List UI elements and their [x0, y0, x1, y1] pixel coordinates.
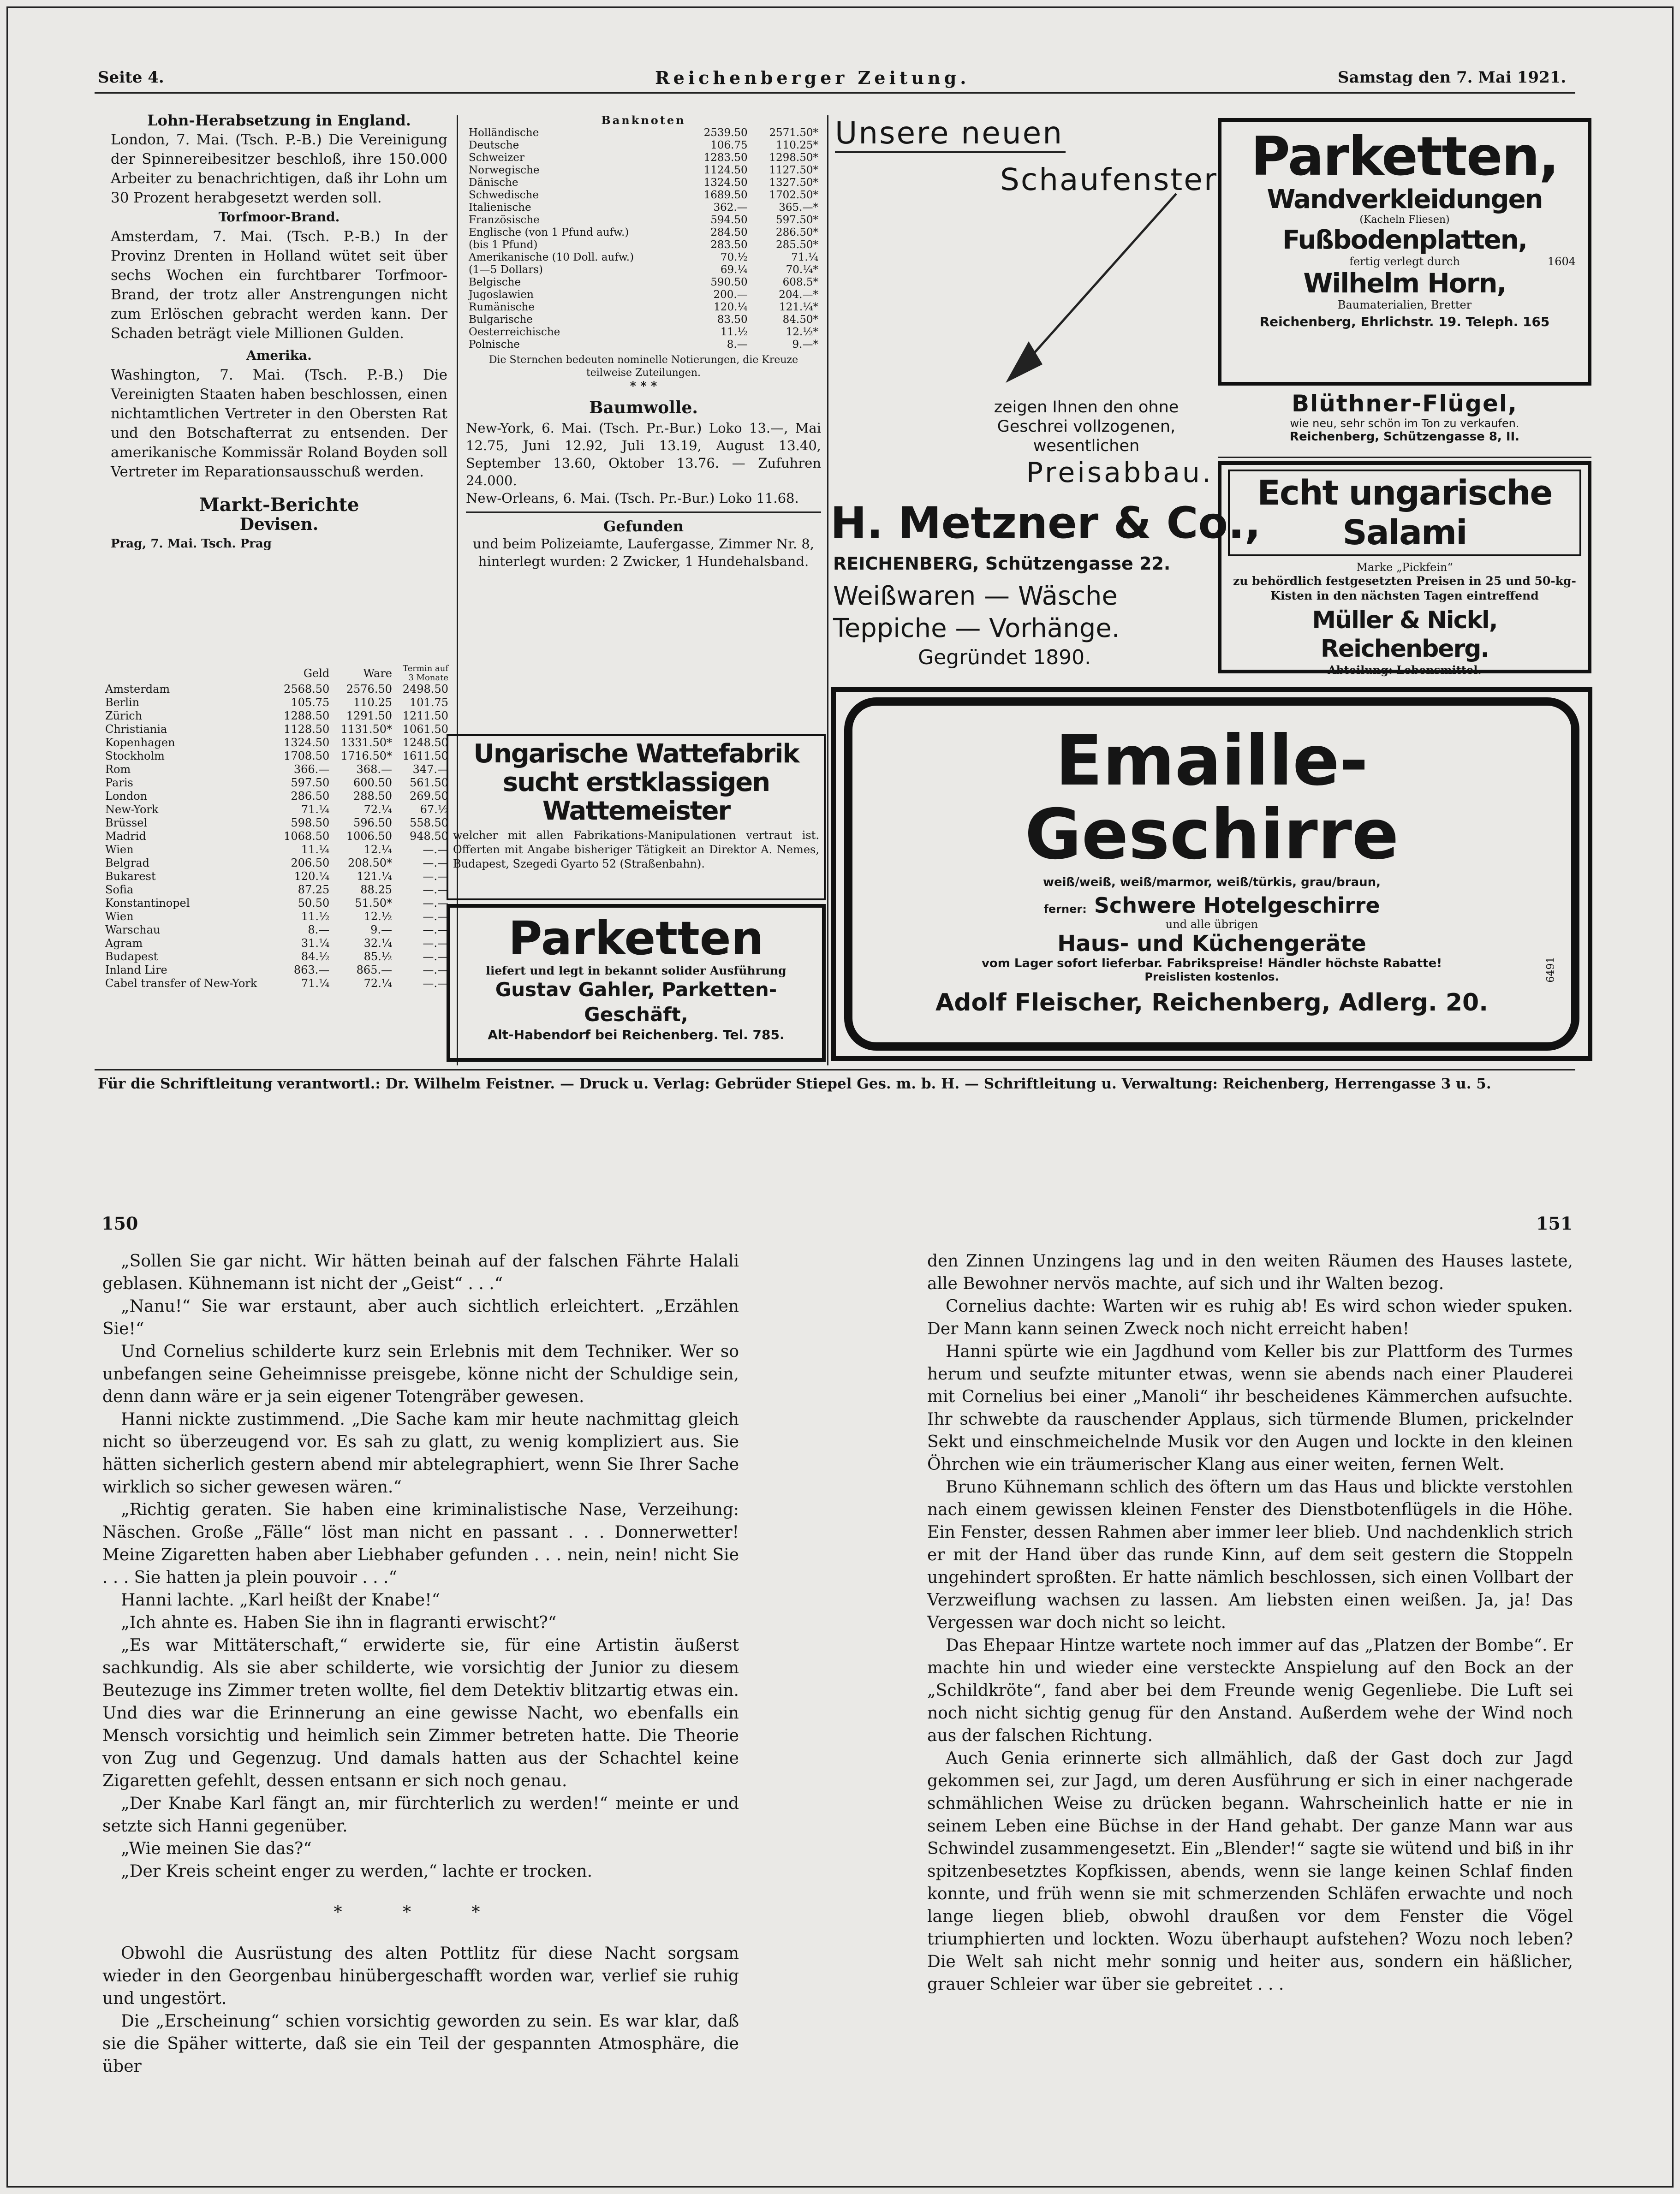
headline-lohn: Lohn-Herabsetzung in England. — [147, 112, 411, 129]
rate-value: —.— — [423, 883, 448, 896]
ad-wattefabrik — [447, 734, 826, 900]
rate-value: 865.— — [356, 963, 392, 976]
metzner-firm: H. Metzner & Co., — [830, 498, 1261, 548]
banknote-name: Deutsche — [469, 139, 519, 151]
emaille-uebrigen: und alle übrigen — [1165, 918, 1258, 931]
banknote-value: 1283.50 — [703, 152, 748, 164]
devisen-row — [102, 830, 451, 843]
gahler-title: Parketten — [508, 911, 764, 965]
rate-value: —.— — [423, 910, 448, 923]
rate-value: 1288.50 — [284, 709, 330, 722]
book-scene-break: * * * — [334, 1903, 508, 1922]
emaille-colors: weiß/weiß, weiß/marmor, weiß/türkis, grau/braun, — [1043, 875, 1381, 889]
rate-value: 121.¼ — [357, 870, 392, 883]
rate-value: 269.50 — [410, 790, 448, 803]
rate-value: 32.¼ — [363, 937, 392, 950]
article-torfmoor: Amsterdam, 7. Mai. (Tsch. P.-B.) In der Provinz Drenten in Holland wütet seit über sechs Wochen ein furchtbarer Torfmoor-Brand, der trotz aller Anstrengungen nicht zum Erlöschen gebracht werden kann. Der Schaden beträgt viele Millionen Gulden. — [111, 228, 447, 342]
salami-title: Echt ungarische Salami — [1228, 470, 1581, 556]
book-paragraph: den Zinnen Unzingens lag und in den weiten Räumen des Hauses lastete, alle Bewohner nervös machte, auf sich und ihr Walten bezog. — [927, 1252, 1573, 1293]
rate-value: 1128.50 — [284, 723, 330, 736]
currency-name: Berlin — [105, 696, 140, 709]
devisen-table — [102, 664, 451, 990]
currency-name: Stockholm — [105, 749, 165, 762]
book-paragraph: „Der Knabe Karl fängt an, mir fürchterlich zu werden!“ meinte er und setzte sich Hanni gegenüber. — [102, 1794, 739, 1836]
rate-value: 1708.50 — [284, 749, 330, 762]
banknote-name: Schweizer — [469, 152, 524, 164]
rate-value: 12.½ — [363, 910, 392, 923]
emaille-ferner: ferner: — [1043, 903, 1087, 916]
banknote-value: 1327.50* — [769, 177, 818, 189]
rate-value: 1291.50 — [346, 709, 392, 722]
rate-value: 67.½ — [420, 803, 448, 816]
metzner-goods-1: Weißwaren — Wäsche — [833, 581, 1118, 611]
banknote-value: 1324.50 — [703, 177, 748, 189]
salami-firm: Müller & Nickl, Reichenberg. — [1312, 606, 1497, 663]
currency-name: Paris — [105, 776, 133, 789]
gefunden-text: und beim Polizeiamte, Laufergasse, Zimmer Nr. 8, hinterlegt wurden: 2 Zwicker, 1 Hundehalsband. — [473, 536, 814, 569]
heading-gefunden: Gefunden — [603, 517, 684, 535]
banknoten-row — [466, 251, 821, 264]
rate-value: 105.75 — [291, 696, 330, 709]
banknote-value: 120.¼ — [714, 301, 748, 313]
devisen-row — [102, 856, 451, 870]
book-page-number-right: 151 — [1536, 1213, 1573, 1234]
banknoten-row — [466, 164, 821, 177]
banknote-name: Jugoslawien — [469, 289, 534, 301]
devisen-col-blank — [102, 664, 276, 683]
banknoten-row — [466, 152, 821, 164]
horn-firm: Wilhelm Horn, — [1303, 268, 1506, 299]
banknote-value: 1127.50* — [769, 164, 818, 176]
currency-name: Rom — [105, 763, 131, 776]
emaille-firm: Adolf Fleischer, Reichenberg, Adlerg. 20. — [935, 989, 1488, 1017]
book-paragraph: Bruno Kühnemann schlich des öftern um das Haus und blickte verstohlen nach einem gewissen kleinen Fenster des Dienstbotenflügels in die Höhe. Ein Fenster, dessen Rahmen aber immer leer blieb. Und nachdenklich strich er mit der Hand über das runde Kinn, auf dem seit gestern die Stoppeln ungehindert sproßten. Er hatte nämlich beschlossen, sich einen Vollbart der Verzweiflung wachsen zu lassen. Am liebsten einen weißen. Ja, ja! Das Vergessen war doch nicht so leicht. — [927, 1478, 1573, 1632]
rate-value: 1611.50 — [402, 749, 448, 762]
currency-name: Amsterdam — [105, 683, 170, 696]
banknoten-row — [466, 139, 821, 152]
banknote-value: 70.½ — [720, 251, 748, 263]
rate-value: —.— — [423, 923, 448, 936]
rate-value: —.— — [423, 856, 448, 869]
horn-baumaterialien: Baumaterialien, Bretter — [1337, 298, 1472, 311]
banknote-value: 84.50* — [782, 314, 818, 326]
devisen-row — [102, 803, 451, 816]
currency-name: Kopenhagen — [105, 736, 175, 749]
banknote-value: 106.75 — [710, 139, 748, 151]
horn-ad-number: 1604 — [1547, 255, 1576, 268]
currency-name: Zürich — [105, 709, 143, 722]
rate-value: 8.— — [308, 923, 330, 936]
banknote-value: 2571.50* — [769, 127, 818, 139]
banknote-value: 597.50* — [776, 214, 818, 226]
emaille-ad-number: 6491 — [1545, 957, 1557, 983]
devisen-row — [102, 883, 451, 897]
book-paragraph: Cornelius dachte: Warten wir es ruhig ab! Es wird schon wieder spuken. Der Mann kann seinen Zweck noch nicht erreicht haben! — [927, 1297, 1573, 1338]
book-paragraph: Obwohl die Ausrüstung des alten Pottlitz für diese Nacht sorgsam wieder in den Georgenbau hinübergeschafft worden war, verlief sie ruhig und ungestört. — [102, 1944, 739, 2008]
banknote-name: Französische — [469, 214, 540, 226]
horn-kacheln: (Kacheln Fliesen) — [1359, 214, 1450, 226]
rate-value: 71.¼ — [301, 977, 330, 990]
banknote-value: 594.50 — [710, 214, 748, 226]
baumwolle-neworleans: New-Orleans, 6. Mai. (Tsch. Pr.-Bur.) Loko 11.68. — [466, 490, 799, 506]
devisen-row — [102, 963, 451, 977]
rate-value: 1006.50 — [346, 830, 392, 843]
gahler-text: liefert und legt in bekannt solider Ausführung — [486, 964, 786, 977]
banknote-value: 1124.50 — [703, 164, 748, 176]
bluethner-line-2: Reichenberg, Schützengasse 8, II. — [1289, 430, 1520, 444]
baumwolle-newyork: New-York, 6. Mai. (Tsch. Pr.-Bur.) Loko 13.—, Mai 12.75, Juni 12.92, Juli 13.19, August 13.40, September 13.60, Oktober 13.76. — Zufuhren 24.000. — [466, 420, 821, 488]
rate-value: 2568.50 — [284, 683, 330, 696]
rate-value: 1716.50* — [340, 749, 392, 762]
headline-torfmoor: Torfmoor-Brand. — [218, 209, 340, 225]
ad-gahler-parketten — [447, 904, 826, 1062]
banknoten-table — [466, 127, 821, 351]
book-paragraph: „Richtig geraten. Sie haben eine kriminalistische Nase, Verzeihung: Näschen. Große „Fälle“ löst man nicht en passant . . . Donnerwetter! Meine Zigaretten haben aber Liebhaber gefunden . . . nein, nein! nicht Sie . . . Sie hatten ja plein pouvoir . . .“ — [102, 1500, 739, 1587]
banknoten-row — [466, 226, 821, 239]
rate-value: 11.½ — [301, 910, 330, 923]
devisen-col-termin: Termin auf 3 Monate — [403, 664, 448, 683]
rate-value: 597.50 — [291, 776, 330, 789]
ad-salami — [1218, 461, 1591, 677]
rate-value: 72.¼ — [363, 803, 392, 816]
currency-name: Inland Lire — [105, 963, 167, 976]
salami-marke: Marke „Pickfein“ — [1356, 561, 1453, 574]
rate-value: —.— — [423, 897, 448, 910]
book-paragraph: „Sollen Sie gar nicht. Wir hätten beinah auf der falschen Fährte Halali geblasen. Kühnemann ist nicht der „Geist“ . . .“ — [102, 1252, 739, 1293]
banknote-value: 2539.50 — [703, 127, 748, 139]
rate-value: 863.— — [293, 963, 330, 976]
currency-name: Brüssel — [105, 816, 148, 829]
rate-value: —.— — [423, 950, 448, 963]
book-paragraph: Auch Genia erinnerte sich allmählich, daß der Gast doch zur Jagd gekommen sei, zur Jagd, um deren Ausführung er sich in einer nachgerade schmählichen Weise zu drücken begann. Wahrscheinlich hatte er nie in seinem Leben eine Büchse in der Hand gehabt. Der ganze Mann war aus Schwindel zusammengesetzt. Ein „Blender!“ sagte sie wütend und biß in ihr spitzenbesetztes Kopfkissen, abends, wenn sie lange keinen Schlaf finden konnte, und früh wenn sie mit schmerzenden Schläfen erwachte und noch lange liegen blieb, obwohl draußen vor dem Fenster die Vögel triumphierten und lockten. Wozu überhaupt aufstehen? Wozu noch leben? Die Welt sah nicht mehr sonnig und heiter aus, sondern ein häßlicher, grauer Schleier war über sie gebreitet . . . — [927, 1749, 1573, 1994]
emaille-preislisten: Preislisten kostenlos. — [1144, 970, 1279, 983]
currency-name: Wien — [105, 910, 134, 923]
devisen-row — [102, 723, 451, 736]
book-paragraph: „Nanu!“ Sie war erstaunt, aber auch sichtlich erleichtert. „Erzählen Sie!“ — [102, 1297, 739, 1338]
rate-value: 9.— — [370, 923, 392, 936]
rate-value: 71.¼ — [301, 803, 330, 816]
book-paragraph: „Der Kreis scheint enger zu werden,“ lachte er trocken. — [121, 1862, 593, 1881]
book-paragraph: „Wie meinen Sie das?“ — [121, 1839, 312, 1858]
metzner-text: zeigen Ihnen den ohne Geschrei vollzogenen, wesentlichen — [994, 398, 1179, 455]
banknote-name: Dänische — [469, 177, 518, 189]
emaille-lager: vom Lager sofort lieferbar. Fabrikspreise! Händler höchste Rabatte! — [981, 957, 1442, 970]
banknote-value: 200.— — [713, 289, 748, 301]
metzner-title-2: Schaufenster — [1000, 162, 1218, 197]
horn-verlegt-text: fertig verlegt durch — [1349, 255, 1460, 268]
devisen-row — [102, 910, 451, 923]
metzner-since: Gegründet 1890. — [918, 646, 1091, 669]
currency-name: Budapest — [105, 950, 158, 963]
banknoten-row — [466, 289, 821, 301]
book-paragraph: Und Cornelius schilderte kurz sein Erlebnis mit dem Techniker. Wer so unbefangen seine Geheimnisse preisgebe, könne nicht der Schuldige sein, denn dann wäre er ja sein eigener Totengräber gewesen. — [102, 1342, 739, 1406]
banknoten-row — [466, 314, 821, 326]
horn-fussbodenplatten: Fußbodenplatten, — [1282, 225, 1527, 255]
banknote-value: 1298.50* — [769, 152, 818, 164]
rate-value: 288.50 — [353, 790, 392, 803]
rate-value: —.— — [423, 870, 448, 883]
metzner-title: Unsere neuen — [835, 115, 1064, 151]
banknote-value: 608.5* — [782, 276, 818, 288]
footer-rule — [95, 1069, 1575, 1070]
banknoten-row — [466, 202, 821, 214]
banknoten-note: Die Sternchen bedeuten nominelle Notierungen, die Kreuze teilweise Zuteilungen. — [489, 354, 798, 379]
devisen-row — [102, 709, 451, 723]
metzner-address: REICHENBERG, Schützengasse 22. — [833, 553, 1171, 574]
rate-value: 286.50 — [291, 790, 330, 803]
rate-value: 368.— — [356, 763, 392, 776]
horn-verlegt — [1229, 255, 1580, 268]
rate-value: 31.¼ — [301, 937, 330, 950]
rate-value: 84.½ — [301, 950, 330, 963]
banknoten-row — [466, 214, 821, 226]
book-paragraph: Hanni lachte. „Karl heißt der Knabe!“ — [121, 1591, 441, 1610]
devisen-row — [102, 870, 451, 883]
banknote-value: 11.½ — [720, 326, 748, 338]
rate-value: 110.25 — [353, 696, 392, 709]
wattefabrik-title: Ungarische Wattefabrik sucht erstklassigen Wattemeister — [473, 739, 799, 826]
banknote-value: 204.—* — [779, 289, 818, 301]
arrow-head-icon — [1006, 341, 1043, 383]
banknote-value: 1702.50* — [769, 189, 818, 201]
currency-name: Belgrad — [105, 856, 150, 869]
devisen-row — [102, 923, 451, 937]
rate-value: —.— — [423, 963, 448, 976]
banknoten-row — [466, 239, 821, 251]
article-amerika: Washington, 7. Mai. (Tsch. P.-B.) Die Vereinigten Staaten haben beschlossen, einen nichtamtlichen Vertreter in den Obersten Rat und den Botschafterrat zu entsenden. Der amerikanische Kommissär Roland Boyden soll Vertreter im Reparationsausschuß werden. — [111, 367, 447, 480]
metzner-rule — [835, 151, 1066, 153]
rate-value: 72.¼ — [363, 977, 392, 990]
currency-name: Madrid — [105, 830, 146, 843]
devisen-row — [102, 937, 451, 950]
banknote-value: 83.50 — [717, 314, 748, 326]
currency-name: New-York — [105, 803, 159, 816]
banknote-value: 8.— — [727, 339, 748, 351]
currency-name: Sofia — [105, 883, 134, 896]
banknoten-row — [466, 339, 821, 351]
rate-value: —.— — [423, 843, 448, 856]
metzner-preis: Preisabbau. — [1026, 457, 1213, 489]
rate-value: 12.¼ — [363, 843, 392, 856]
devisen-row — [102, 763, 451, 776]
banknote-value: 69.¼ — [720, 264, 748, 276]
ad-bluethner — [1218, 390, 1591, 444]
banknote-name: Amerikanische (10 Doll. aufw.) — [469, 251, 634, 263]
rate-value: 1248.50 — [402, 736, 448, 749]
currency-name: Bukarest — [105, 870, 156, 883]
rate-value: 206.50 — [291, 856, 330, 869]
rate-value: 1324.50 — [284, 736, 330, 749]
rate-value: 948.50 — [410, 830, 448, 843]
book-right-page — [927, 1250, 1573, 1996]
banknote-value: 12.½* — [786, 326, 818, 338]
ad-emaille — [844, 697, 1579, 1051]
banknote-value: 286.50* — [776, 226, 818, 238]
banknoten-row — [466, 264, 821, 276]
rule-bluethner — [1218, 457, 1591, 458]
emaille-hotelgeschirre: Schwere Hotelgeschirre — [1094, 893, 1380, 918]
banknote-value: 9.—* — [792, 339, 818, 351]
horn-wandverkleidungen: Wandverkleidungen — [1267, 184, 1543, 214]
rate-value: 600.50 — [353, 776, 392, 789]
bluethner-line-1: wie neu, sehr schön im Ton zu verkaufen. — [1290, 417, 1519, 430]
banknote-name: Polnische — [469, 339, 520, 351]
banknote-name: Belgische — [469, 276, 521, 288]
column-divider-2 — [827, 115, 828, 1065]
devisen-row — [102, 790, 451, 803]
issue-date: Samstag den 7. Mai 1921. — [1338, 68, 1567, 87]
emaille-haus: Haus- und Küchengeräte — [1057, 931, 1366, 957]
horn-title: Parketten, — [1251, 125, 1559, 188]
rate-value: 101.75 — [410, 696, 448, 709]
banknoten-row — [466, 127, 821, 139]
rate-value: 85.½ — [363, 950, 392, 963]
heading-baumwolle: Baumwolle. — [589, 398, 698, 417]
rate-value: 88.25 — [360, 883, 392, 896]
rate-value: —.— — [423, 937, 448, 950]
devisen-subheading: Prag, 7. Mai. Tsch. Prag — [111, 537, 272, 551]
book-paragraph: „Es war Mittäterschaft,“ erwiderte sie, für eine Artistin äußerst sachkundig. Als sie aber schilderte, wie vorsichtig der Junior zu diesem Beutezuge ins Zimmer treten wollte, fiel dem Detektiv blitzartig etwas ein. Und dies war die Erinnerung an eine gewisse Nacht, wo ebenfalls ein Mensch vorsichtig und heimlich sein Zimmer betreten hatte. Die Theorie von Zug und Gegenzug. Und damals hatten aus der Schachtel keine Zigaretten gefehlt, dessen entsann er sich noch genau. — [102, 1636, 739, 1790]
rate-value: 1131.50* — [340, 723, 392, 736]
gahler-address: Alt-Habendorf bei Reichenberg. Tel. 785. — [488, 1027, 785, 1042]
banknoten-row — [466, 276, 821, 289]
devisen-row — [102, 843, 451, 856]
book-paragraph: „Ich ahnte es. Haben Sie ihn in flagranti erwischt?“ — [121, 1613, 557, 1632]
banknote-value: 284.50 — [710, 226, 748, 238]
rate-value: 561.50 — [410, 776, 448, 789]
banknoten-row — [466, 301, 821, 314]
banknoten-row — [466, 326, 821, 339]
masthead: Reichenberger Zeitung. — [655, 67, 970, 88]
page-number: Seite 4. — [98, 68, 164, 87]
banknote-name: Oesterreichische — [469, 326, 560, 338]
column-2 — [466, 113, 821, 570]
book-paragraph: Das Ehepaar Hintze wartete noch immer auf das „Platzen der Bombe“. Er machte hin und wieder eine versteckte Anspielung auf den Bock an der „Schildkröte“, fand aber bei dem Freunde wenig Gegenliebe. Die Luft sei noch nicht sichtig genug für den Anstand. Außerdem wehe der Wind noch aus der falschen Richtung. — [927, 1636, 1573, 1745]
banknote-value: 71.¼ — [791, 251, 818, 263]
book-left-page — [102, 1250, 739, 2078]
banknote-name: Holländische — [469, 127, 539, 139]
devisen-row — [102, 683, 451, 696]
rate-value: 2498.50 — [402, 683, 448, 696]
devisen-row — [102, 696, 451, 709]
devisen-row — [102, 977, 451, 990]
devisen-col-ware: Ware — [363, 666, 392, 680]
column-1 — [111, 111, 447, 553]
rate-value: —.— — [423, 977, 448, 990]
banknote-name: (bis 1 Pfund) — [469, 239, 538, 251]
salami-abteilung: Abteilung: Lebensmittel. — [1328, 663, 1482, 677]
currency-name: Christiania — [105, 723, 167, 736]
devisen-row — [102, 816, 451, 830]
rate-value: 50.50 — [298, 897, 330, 910]
separator-stars: * * * — [630, 380, 657, 393]
devisen-row — [102, 776, 451, 790]
gahler-firm: Gustav Gahler, Parketten-Geschäft, — [495, 978, 777, 1026]
book-page-number-left: 150 — [101, 1213, 138, 1234]
banknote-value: 110.25* — [776, 139, 818, 151]
imprint: Für die Schriftleitung verantwortl.: Dr. Wilhelm Feistner. — Druck u. Verlag: Gebrüder Stiepel Ges. m. b. H. — Schriftleitung u. Verwaltung: Reichenberg, Herrengasse 3 u. 5. — [98, 1076, 1491, 1092]
currency-name: Agram — [105, 937, 143, 950]
rate-value: 596.50 — [353, 816, 392, 829]
headline-amerika: Amerika. — [246, 348, 312, 363]
heading-marktberichte: Markt-Berichte — [199, 494, 359, 516]
banknote-name: Norwegische — [469, 164, 540, 176]
devisen-col-geld: Geld — [303, 666, 330, 680]
article-lohn: London, 7. Mai. (Tsch. P.-B.) Die Vereinigung der Spinnereibesitzer beschloß, ihre 150.000 Arbeiter zu benachrichtigen, daß ihr Lohn um 30 Prozent herabgesetzt werden soll. — [111, 131, 447, 206]
currency-name: London — [105, 790, 148, 803]
banknote-value: 70.¼* — [786, 264, 818, 276]
banknote-name: Englische (von 1 Pfund aufw.) — [469, 226, 629, 238]
book-paragraph: Hanni nickte zustimmend. „Die Sache kam mir heute nachmittag gleich nicht so überzeugend vor. Es sah zu glatt, zu wenig kompliziert aus. Sie hätten sicherlich gestern abend mir abtelegraphiert, wenn Sie Ihrer Sache wirklich so sicher gewesen wären.“ — [102, 1410, 739, 1497]
banknoten-row — [466, 177, 821, 189]
banknote-value: 362.— — [713, 202, 748, 214]
rate-value: 120.¼ — [294, 870, 330, 883]
banknote-value: 283.50 — [710, 239, 748, 251]
devisen-row — [102, 897, 451, 910]
devisen-row — [102, 736, 451, 749]
rate-value: 11.¼ — [301, 843, 330, 856]
rate-value: 208.50* — [348, 856, 392, 869]
ad-horn — [1218, 118, 1591, 386]
metzner-goods-2: Teppiche — Vorhänge. — [833, 613, 1120, 643]
heading-devisen: Devisen. — [239, 515, 319, 534]
rate-value: 1061.50 — [402, 723, 448, 736]
currency-name: Warschau — [105, 923, 161, 936]
emaille-title: Emaille-Geschirre — [1025, 721, 1399, 875]
currency-name: Wien — [105, 843, 134, 856]
book-paragraph: Hanni spürte wie ein Jagdhund vom Keller bis zur Plattform des Turmes herum und seufzte mitunter etwas, wenn sie abends nach einer Plauderei mit Cornelius bei einer „Manoli“ ihr bescheidenes Kämmerchen aufsuchte. Ihr schwebte da rauschender Applaus, sich türmende Blumen, prickelnder Sekt und einschmeichelnde Musik vor den Augen und lockte in den kleinen Öhrchen wie ein träumerischer Klang aus einer weiten, fernen Welt. — [927, 1342, 1573, 1474]
book-paragraph: Die „Erscheinung“ schien vorsichtig geworden zu sein. Es war klar, daß sie die Späher witterte, daß sie ein Teil der gespannten Atmosphäre, die über — [102, 2012, 739, 2076]
bluethner-title: Blüthner-Flügel, — [1292, 390, 1518, 417]
banknote-value: 1689.50 — [703, 189, 748, 201]
banknote-value: 365.—* — [779, 202, 818, 214]
banknote-value: 121.¼* — [779, 301, 818, 313]
banknote-name: Italienische — [469, 202, 531, 214]
rate-value: 1211.50 — [402, 709, 448, 722]
rate-value: 2576.50 — [346, 683, 392, 696]
rule-gefunden — [466, 511, 821, 513]
devisen-row — [102, 950, 451, 963]
banknote-value: 590.50 — [710, 276, 748, 288]
banknote-name: Schwedische — [469, 189, 539, 201]
rate-value: 347.— — [412, 763, 448, 776]
rate-value: 51.50* — [355, 897, 392, 910]
currency-name: Konstantinopel — [105, 897, 190, 910]
banknote-value: 285.50* — [776, 239, 818, 251]
banknote-name: Rumänische — [469, 301, 535, 313]
rate-value: 1331.50* — [340, 736, 392, 749]
rate-value: 558.50 — [410, 816, 448, 829]
rate-value: 87.25 — [298, 883, 330, 896]
heading-banknoten: Banknoten — [601, 113, 686, 127]
wattefabrik-text: welcher mit allen Fabrikations-Manipulationen vertraut ist. Offerten mit Angabe bisheriger Tätigkeit an Direktor A. Nemes, Budapest, Szegedi Gyarto 52 (Straßenbahn). — [453, 829, 819, 870]
rate-value: 598.50 — [291, 816, 330, 829]
rate-value: 366.— — [293, 763, 330, 776]
banknote-name: Bulgarische — [469, 314, 533, 326]
devisen-row — [102, 749, 451, 763]
salami-text: zu behördlich festgesetzten Preisen in 25 und 50-kg-Kisten in den nächsten Tagen eintreffend — [1233, 574, 1576, 602]
horn-address: Reichenberg, Ehrlichstr. 19. Teleph. 165 — [1259, 314, 1550, 329]
banknoten-row — [466, 189, 821, 202]
banknote-name: (1—5 Dollars) — [469, 264, 543, 276]
header-rule — [95, 92, 1575, 94]
ad-metzner — [830, 115, 1261, 678]
currency-name: Cabel transfer of New-York — [105, 977, 257, 990]
rate-value: 1068.50 — [284, 830, 330, 843]
